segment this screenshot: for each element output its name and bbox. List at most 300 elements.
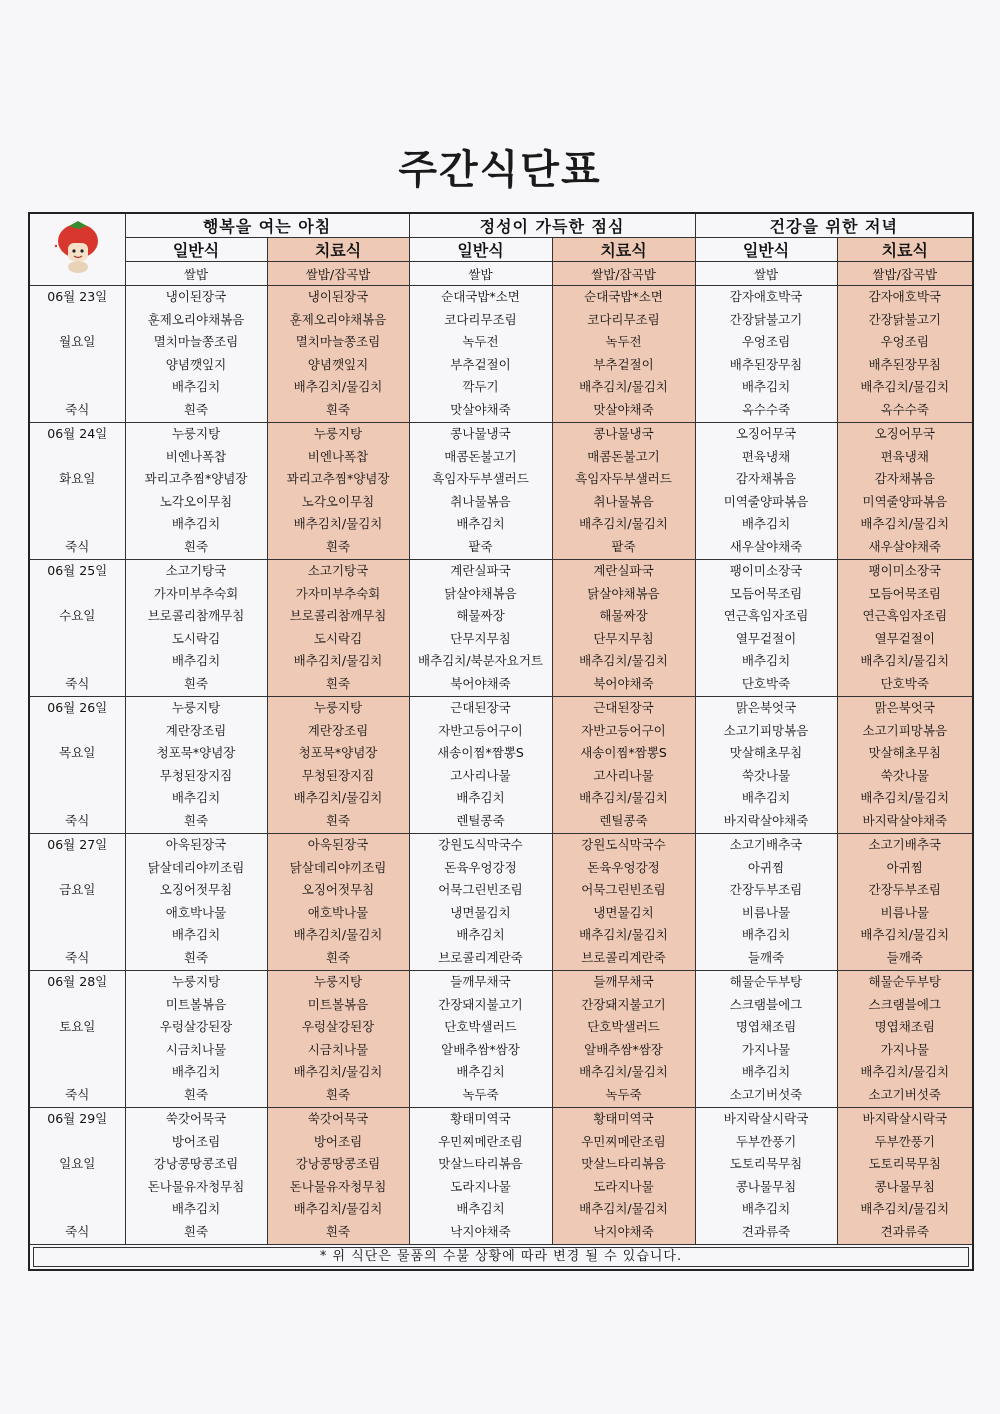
- menu-item: 배추김치: [171, 379, 221, 395]
- menu-item: 우엉조림: [880, 334, 929, 350]
- general-menu-cell: [409, 423, 552, 560]
- menu-item: 녹두죽: [462, 1086, 499, 1102]
- menu-item: 자반고등어구이: [438, 722, 523, 738]
- menu-item: 브로콜리계란죽: [581, 949, 666, 965]
- day-label-cell: [29, 971, 125, 1108]
- therapy-menu-cell: [837, 560, 973, 697]
- menu-item: 배추김치: [171, 1201, 221, 1217]
- menu-item: 감자채볶음: [735, 471, 797, 487]
- day-date: 06월 27일: [47, 837, 108, 852]
- menu-item: 누룽지탕: [171, 426, 221, 441]
- therapy-menu-cell: [267, 834, 409, 971]
- menu-item: 미역줄양파볶음: [723, 493, 809, 509]
- menu-item: 우민찌메란조림: [581, 1133, 666, 1149]
- general-menu-cell: [409, 286, 552, 423]
- menu-item: 닭살데리야끼조림: [289, 859, 387, 875]
- menu-item: 아욱된장국: [165, 837, 227, 852]
- menu-item: 바지락살시락국: [723, 1111, 809, 1126]
- menu-item: 스크램블에그: [729, 996, 803, 1012]
- menu-item: 배추김치/물김치: [860, 1064, 950, 1080]
- rice-cell: 쌀밥/잡곡밥: [267, 262, 409, 286]
- menu-item: 배추김치: [171, 653, 221, 669]
- general-menu-cell: [409, 834, 552, 971]
- menu-item: 흰죽: [183, 949, 209, 965]
- menu-item: 흰죽: [183, 401, 209, 417]
- menu-item: 배추김치/물김치: [579, 790, 668, 806]
- rice-cell: 쌀밥: [125, 262, 267, 286]
- day-weekday: 수요일: [59, 608, 96, 624]
- menu-item: 배추김치/물김치: [579, 379, 668, 395]
- menu-item: 자반고등어구이: [581, 722, 666, 738]
- menu-item: 간장두부조림: [729, 882, 803, 898]
- footer-note: * 위 식단은 물품의 수불 상황에 따라 변경 될 수 있습니다.: [33, 1247, 969, 1267]
- menu-item: 가자미부추숙회: [153, 585, 239, 601]
- menu-item: 단호박샐러드: [587, 1019, 660, 1035]
- menu-item: 훈제오리야채볶음: [289, 311, 387, 327]
- day-row: [29, 1108, 973, 1245]
- menu-item: 팥죽: [468, 538, 493, 554]
- menu-item: 오징어젓무침: [159, 882, 233, 898]
- general-menu-cell: [695, 697, 837, 834]
- menu-item: 도토리묵무침: [729, 1156, 803, 1172]
- general-menu-cell: [125, 834, 267, 971]
- menu-item: 맛살느타리볶음: [581, 1156, 666, 1172]
- menu-item: 브로콜리계란죽: [438, 949, 523, 965]
- menu-item: 고사리나물: [450, 767, 511, 783]
- menu-item: 해물순두부탕: [729, 974, 803, 989]
- menu-item: 아귀찜: [747, 859, 785, 875]
- menu-item: 가지나물: [880, 1041, 929, 1057]
- menu-item: 멸치마늘쫑조림: [295, 334, 381, 350]
- menu-item: 쑥갓나물: [880, 767, 929, 783]
- menu-item: 명엽채조림: [874, 1019, 935, 1035]
- rice-cell: 쌀밥/잡곡밥: [552, 262, 695, 286]
- menu-item: 북어야채죽: [450, 675, 511, 691]
- general-menu-cell: [695, 1108, 837, 1245]
- menu-item: 배추김치/물김치: [579, 1064, 668, 1080]
- menu-item: 들깨무채국: [593, 974, 654, 989]
- menu-item: 감자애호박국: [868, 289, 941, 304]
- menu-item: 비엔나폭찹: [165, 448, 227, 464]
- menu-item: 콩나물냉국: [593, 426, 654, 441]
- menu-item: 북어야채죽: [593, 675, 654, 691]
- menu-item: 냉면물김치: [450, 904, 511, 920]
- menu-item: 배추김치: [741, 1201, 791, 1217]
- menu-item: 도라지나물: [593, 1178, 654, 1194]
- menu-item: 흰죽: [325, 538, 351, 554]
- therapy-menu-cell: [552, 286, 695, 423]
- menu-item: 배추김치/물김치: [860, 1201, 950, 1217]
- general-menu-cell: [695, 971, 837, 1108]
- menu-item: 흰죽: [325, 675, 351, 691]
- day-label-cell: [29, 697, 125, 834]
- menu-item: 계란실파국: [593, 563, 654, 578]
- porridge-label: 죽식: [65, 812, 90, 828]
- menu-item: 배추김치/물김치: [293, 379, 383, 395]
- menu-item: 들깨죽: [886, 949, 923, 965]
- menu-item: 배추김치: [741, 790, 791, 806]
- day-date: 06월 26일: [47, 700, 108, 715]
- menu-item: 배추김치/물김치: [293, 927, 383, 943]
- menu-item: 콩나물무침: [874, 1178, 935, 1194]
- day-label-cell: [29, 1108, 125, 1245]
- porridge-label: 죽식: [65, 675, 90, 691]
- menu-item: 모듬어묵조림: [729, 585, 803, 601]
- menu-item: 배추김치/북분자요거트: [418, 653, 543, 669]
- rice-cell: 쌀밥: [695, 262, 837, 286]
- menu-item: 누룽지탕: [313, 426, 363, 441]
- menu-item: 열무겉절이: [735, 630, 797, 646]
- menu-item: 돈나물유자청무침: [147, 1178, 245, 1194]
- menu-item: 단호박샐러드: [444, 1019, 517, 1035]
- therapy-menu-cell: [267, 1108, 409, 1245]
- menu-item: 두부깐풍기: [874, 1133, 935, 1149]
- menu-item: 연근흑임자조림: [723, 608, 809, 624]
- menu-item: 방어조림: [171, 1133, 221, 1149]
- menu-item: 코다리무조림: [444, 311, 517, 327]
- menu-item: 배추김치/물김치: [860, 379, 950, 395]
- menu-item: 낙지야채죽: [593, 1223, 654, 1239]
- menu-item: 코다리무조림: [587, 311, 660, 327]
- menu-item: 배추김치: [171, 1064, 221, 1080]
- menu-item: 우민찌메란조림: [438, 1133, 523, 1149]
- menu-item: 미트볼볶음: [307, 996, 369, 1012]
- menu-item: 누룽지탕: [313, 700, 363, 715]
- therapy-menu-cell: [267, 697, 409, 834]
- menu-item: 취나물볶음: [450, 493, 511, 509]
- general-menu-cell: [409, 1108, 552, 1245]
- menu-item: 들깨무채국: [450, 974, 511, 989]
- menu-item: 미역줄양파볶음: [862, 493, 948, 509]
- menu-item: 우렁살강된장: [159, 1019, 233, 1035]
- menu-item: 꽈리고추찜*양념장: [286, 471, 390, 487]
- day-row: [29, 697, 973, 834]
- menu-item: 맛살느타리볶음: [438, 1156, 523, 1172]
- day-row: [29, 423, 973, 560]
- menu-item: 배추김치: [741, 516, 791, 532]
- general-menu-cell: [125, 560, 267, 697]
- menu-item: 아욱된장국: [307, 837, 369, 852]
- menu-item: 스크램블에그: [868, 996, 941, 1012]
- general-menu-cell: [125, 697, 267, 834]
- menu-item: 흰죽: [325, 1223, 351, 1239]
- therapy-menu-cell: [552, 560, 695, 697]
- menu-item: 비름나물: [741, 904, 791, 920]
- menu-item: 소고기탕국: [307, 563, 369, 578]
- menu-item: 편육냉채: [880, 448, 929, 464]
- menu-item: 돈나물유자청무침: [289, 1178, 387, 1194]
- menu-item: 배추김치/물김치: [579, 516, 668, 532]
- menu-item: 도시락김: [171, 630, 221, 646]
- menu-item: 모듬어묵조림: [868, 585, 941, 601]
- day-label-cell: [29, 286, 125, 423]
- menu-item: 맑은북엇국: [735, 700, 797, 715]
- menu-item: 연근흑임자조림: [862, 608, 948, 624]
- menu-item: 맛살해초무침: [868, 745, 941, 761]
- menu-item: 냉면물김치: [593, 904, 654, 920]
- menu-item: 바지락살야채죽: [723, 812, 809, 828]
- menu-item: 간장돼지불고기: [438, 996, 523, 1012]
- menu-item: 두부깐풍기: [735, 1133, 797, 1149]
- day-weekday: 월요일: [59, 334, 96, 350]
- menu-item: 오징어젓무침: [301, 882, 375, 898]
- menu-item: 흰죽: [183, 675, 209, 691]
- menu-item: 닭살야채볶음: [444, 585, 517, 601]
- menu-item: 배추김치/물김치: [293, 1064, 383, 1080]
- menu-item: 배추김치: [171, 927, 221, 943]
- menu-item: 콩나물무침: [735, 1178, 797, 1194]
- menu-item: 배추된장무침: [868, 356, 941, 372]
- menu-item: 알배추쌈*쌈장: [441, 1041, 520, 1057]
- mascot-logo: [29, 213, 125, 286]
- menu-item: 배추김치: [741, 927, 791, 943]
- menu-item: 쑥갓나물: [741, 767, 791, 783]
- day-label-cell: [29, 834, 125, 971]
- menu-item: 애호박나물: [307, 904, 369, 920]
- menu-item: 쑥갓어묵국: [165, 1111, 227, 1126]
- menu-item: 브로콜리참깨무침: [289, 608, 387, 624]
- general-menu-cell: [695, 286, 837, 423]
- menu-item: 배추김치/물김치: [293, 516, 383, 532]
- therapy-menu-cell: [837, 834, 973, 971]
- menu-item: 순대국밥*소면: [584, 289, 663, 304]
- menu-item: 브로콜리참깨무침: [147, 608, 245, 624]
- day-row: [29, 834, 973, 971]
- type-therapy: 치료식: [267, 238, 409, 262]
- menu-item: 닭살야채볶음: [587, 585, 660, 601]
- day-date: 06월 23일: [47, 289, 108, 304]
- menu-item: 들깨죽: [747, 949, 785, 965]
- menu-item: 노각오이무침: [159, 493, 233, 509]
- day-weekday: 화요일: [59, 471, 96, 487]
- day-date: 06월 24일: [47, 426, 108, 441]
- menu-item: 부추겉절이: [593, 356, 654, 372]
- menu-item: 흰죽: [183, 812, 209, 828]
- menu-item: 매콤돈불고기: [444, 448, 517, 464]
- menu-item: 황태미역국: [450, 1111, 511, 1126]
- type-therapy: 치료식: [837, 238, 973, 262]
- therapy-menu-cell: [837, 423, 973, 560]
- menu-item: 배추김치/물김치: [860, 653, 950, 669]
- menu-item: 배추김치/물김치: [293, 1201, 383, 1217]
- menu-item: 감자애호박국: [729, 289, 803, 304]
- menu-item: 계란장조림: [307, 722, 369, 738]
- menu-item: 소고기배추국: [868, 837, 941, 852]
- menu-item: 청포묵*양념장: [156, 745, 236, 761]
- menu-item: 팽이미소장국: [868, 563, 941, 578]
- type-general: 일반식: [409, 238, 552, 262]
- menu-item: 흰죽: [325, 1086, 351, 1102]
- menu-item: 소고기버섯죽: [868, 1086, 941, 1102]
- menu-item: 배추된장무침: [729, 356, 803, 372]
- day-label-cell: [29, 560, 125, 697]
- menu-item: 아귀찜: [886, 859, 923, 875]
- menu-item: 비름나물: [880, 904, 929, 920]
- menu-item: 매콤돈불고기: [587, 448, 660, 464]
- menu-item: 녹두전: [462, 334, 499, 350]
- menu-item: 바지락살야채죽: [862, 812, 948, 828]
- menu-item: 배추김치/물김치: [293, 653, 383, 669]
- menu-item: 배추김치/물김치: [579, 653, 668, 669]
- menu-item: 배추김치: [456, 1201, 505, 1217]
- menu-item: 옥수수죽: [880, 401, 929, 417]
- menu-item: 어묵그린빈조림: [438, 882, 523, 898]
- menu-item: 소고기피망볶음: [723, 722, 809, 738]
- menu-item: 강낭콩땅콩조림: [153, 1156, 239, 1172]
- menu-item: 쑥갓어묵국: [307, 1111, 369, 1126]
- menu-item: 새우살야채죽: [868, 538, 941, 554]
- therapy-menu-cell: [552, 971, 695, 1108]
- menu-item: 단무지무침: [593, 630, 654, 646]
- therapy-menu-cell: [267, 971, 409, 1108]
- menu-item: 오징어무국: [735, 426, 797, 441]
- general-menu-cell: [409, 697, 552, 834]
- menu-item: 흰죽: [183, 1223, 209, 1239]
- menu-item: 렌틸콩죽: [456, 812, 505, 828]
- general-menu-cell: [695, 423, 837, 560]
- menu-item: 배추김치: [456, 516, 505, 532]
- menu-item: 맛살야채죽: [593, 401, 654, 417]
- menu-item: 견과류죽: [741, 1223, 791, 1239]
- menu-item: 시금치나물: [307, 1041, 369, 1057]
- meal-header-lunch: 정성이 가득한 점심: [409, 213, 695, 238]
- therapy-menu-cell: [552, 834, 695, 971]
- menu-item: 도시락김: [313, 630, 363, 646]
- rice-cell: 쌀밥: [409, 262, 552, 286]
- menu-item: 낙지야채죽: [450, 1223, 511, 1239]
- menu-item: 계란장조림: [165, 722, 227, 738]
- type-therapy: 치료식: [552, 238, 695, 262]
- menu-item: 해물순두부탕: [868, 974, 941, 989]
- menu-item: 누룽지탕: [313, 974, 363, 989]
- day-weekday: 일요일: [59, 1156, 96, 1172]
- menu-item: 우렁살강된장: [301, 1019, 375, 1035]
- menu-item: 꽈리고추찜*양념장: [144, 471, 248, 487]
- menu-item: 흰죽: [183, 538, 209, 554]
- menu-item: 간장두부조림: [868, 882, 941, 898]
- day-label-cell: [29, 423, 125, 560]
- general-menu-cell: [125, 971, 267, 1108]
- menu-item: 렌틸콩죽: [599, 812, 648, 828]
- general-menu-cell: [409, 560, 552, 697]
- porridge-label: 죽식: [65, 1086, 90, 1102]
- day-row: [29, 971, 973, 1108]
- menu-item: 훈제오리야채볶음: [147, 311, 245, 327]
- menu-item: 누룽지탕: [171, 700, 221, 715]
- menu-item: 소고기피망볶음: [862, 722, 948, 738]
- menu-item: 배추김치: [741, 1064, 791, 1080]
- menu-item: 부추겉절이: [450, 356, 511, 372]
- menu-item: 근대된장국: [593, 700, 654, 715]
- menu-item: 소고기탕국: [165, 563, 227, 578]
- menu-item: 미트볼볶음: [165, 996, 227, 1012]
- day-weekday: 목요일: [59, 745, 96, 761]
- menu-item: 새송이찜*짬뽕S: [580, 745, 667, 761]
- general-menu-cell: [125, 423, 267, 560]
- menu-item: 팽이미소장국: [729, 563, 803, 578]
- porridge-label: 죽식: [65, 949, 90, 965]
- menu-item: 근대된장국: [450, 700, 511, 715]
- general-menu-cell: [695, 834, 837, 971]
- menu-item: 방어조림: [313, 1133, 363, 1149]
- menu-item: 강원도식막국수: [581, 837, 666, 852]
- therapy-menu-cell: [837, 697, 973, 834]
- menu-item: 배추김치: [171, 516, 221, 532]
- general-menu-cell: [125, 1108, 267, 1245]
- menu-item: 배추김치: [456, 790, 505, 806]
- menu-item: 무청된장지짐: [159, 767, 233, 783]
- menu-item: 도토리묵무침: [868, 1156, 941, 1172]
- menu-item: 명엽채조림: [735, 1019, 797, 1035]
- menu-item: 시금치나물: [165, 1041, 227, 1057]
- menu-item: 도라지나물: [450, 1178, 511, 1194]
- menu-item: 취나물볶음: [593, 493, 654, 509]
- therapy-menu-cell: [837, 971, 973, 1108]
- menu-item: 계란실파국: [450, 563, 511, 578]
- day-row: [29, 560, 973, 697]
- therapy-menu-cell: [267, 423, 409, 560]
- menu-item: 소고기배추국: [729, 837, 803, 852]
- menu-item: 맑은북엇국: [874, 700, 935, 715]
- rice-cell: 쌀밥/잡곡밥: [837, 262, 973, 286]
- menu-item: 녹두죽: [605, 1086, 642, 1102]
- menu-item: 양념깻잎지: [165, 356, 227, 372]
- type-general: 일반식: [125, 238, 267, 262]
- menu-item: 해물짜장: [599, 608, 648, 624]
- menu-item: 배추김치: [456, 927, 505, 943]
- menu-item: 고사리나물: [593, 767, 654, 783]
- day-date: 06월 28일: [47, 974, 108, 989]
- menu-item: 우엉조림: [741, 334, 791, 350]
- menu-item: 맛살야채죽: [450, 401, 511, 417]
- menu-item: 돈육우엉강정: [444, 859, 517, 875]
- menu-item: 냉이된장국: [307, 289, 369, 304]
- menu-item: 가지나물: [741, 1041, 791, 1057]
- menu-item: 애호박나물: [165, 904, 227, 920]
- therapy-menu-cell: [552, 1108, 695, 1245]
- menu-item: 멸치마늘쫑조림: [153, 334, 239, 350]
- menu-item: 노각오이무침: [301, 493, 375, 509]
- menu-item: 흑임자두부샐러드: [432, 471, 529, 487]
- menu-item: 녹두전: [605, 334, 642, 350]
- therapy-menu-cell: [267, 560, 409, 697]
- menu-item: 배추김치: [741, 379, 791, 395]
- menu-item: 흰죽: [183, 1086, 209, 1102]
- menu-item: 깍두기: [462, 379, 499, 395]
- menu-item: 가자미부추숙회: [295, 585, 381, 601]
- menu-item: 흰죽: [325, 949, 351, 965]
- menu-item: 비엔나폭찹: [307, 448, 369, 464]
- menu-item: 콩나물냉국: [450, 426, 511, 441]
- menu-item: 새송이찜*짬뽕S: [437, 745, 524, 761]
- menu-item: 편육냉채: [741, 448, 791, 464]
- menu-item: 감자채볶음: [874, 471, 935, 487]
- menu-item: 열무겉절이: [874, 630, 935, 646]
- menu-item: 팥죽: [611, 538, 636, 554]
- menu-item: 단무지무침: [450, 630, 511, 646]
- menu-item: 해물짜장: [456, 608, 505, 624]
- menu-item: 소고기버섯죽: [729, 1086, 803, 1102]
- menu-item: 순대국밥*소면: [441, 289, 520, 304]
- menu-item: 오징어무국: [874, 426, 935, 441]
- menu-item: 배추김치/물김치: [579, 1201, 668, 1217]
- porridge-label: 죽식: [65, 538, 90, 554]
- menu-item: 강낭콩땅콩조림: [295, 1156, 381, 1172]
- menu-item: 옥수수죽: [741, 401, 791, 417]
- day-date: 06월 25일: [47, 563, 108, 578]
- tomato-mascot-icon: [42, 217, 112, 279]
- therapy-menu-cell: [267, 286, 409, 423]
